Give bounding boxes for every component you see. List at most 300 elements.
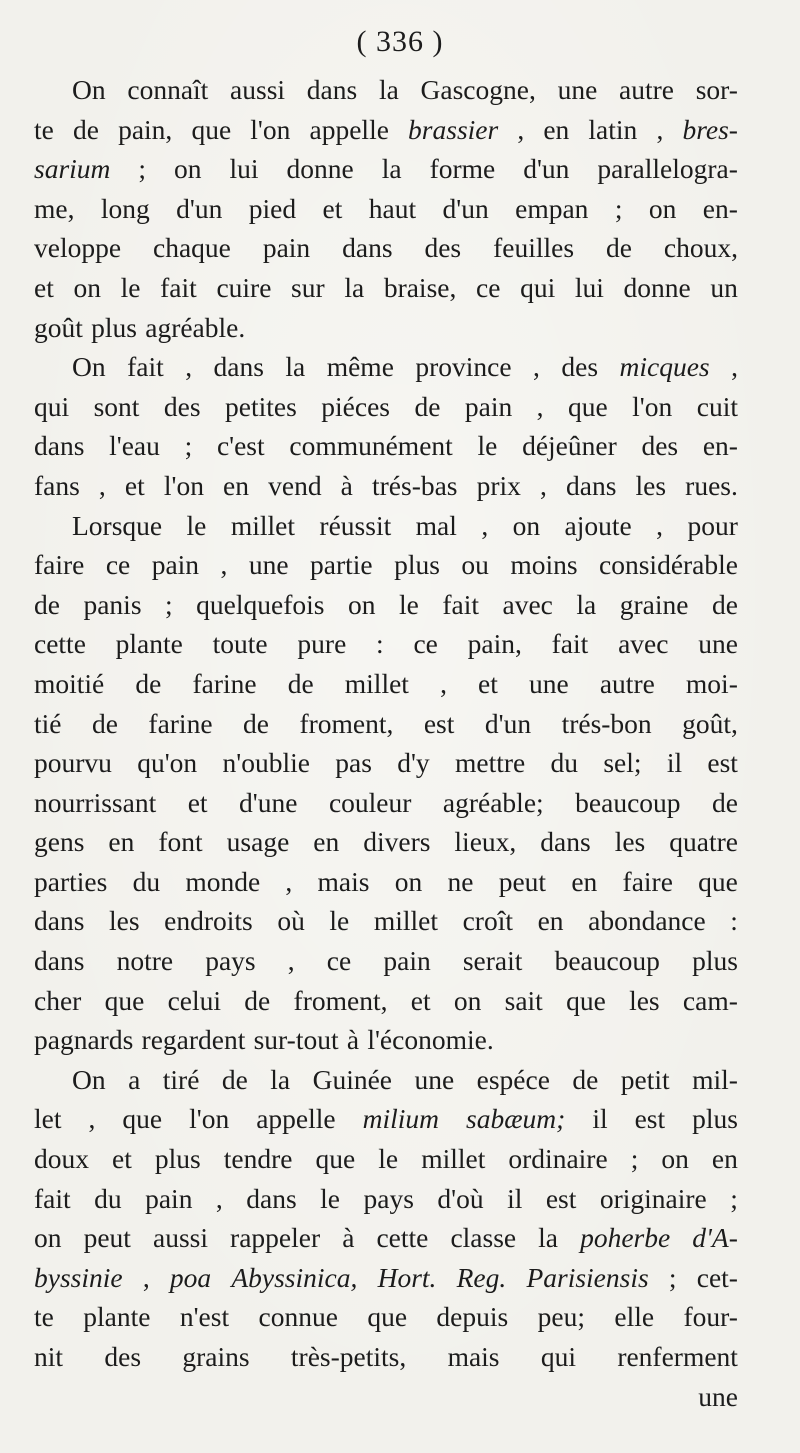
word: une [529,667,569,699]
word: de [572,1063,599,1095]
word: fait [551,628,589,660]
word: dans [306,74,358,105]
word: grains [182,1341,250,1372]
word: ; [614,192,623,224]
text-line [34,70,738,110]
word: tié [34,707,62,739]
text-line [34,506,738,546]
word: lieux, [454,826,517,858]
word: piéces [321,390,390,422]
text-line [34,941,738,981]
word: dans [34,945,85,977]
text-line [34,426,738,466]
word: peut [83,1222,131,1254]
word: les [614,826,646,858]
text-line [34,981,738,1021]
word: panis [83,588,142,620]
word: ; [630,1143,639,1175]
text-line [34,1297,738,1337]
word: pourvu [34,747,112,779]
word: millet [344,667,409,699]
word: on [347,588,376,620]
text-line [34,585,738,625]
word: dans [213,351,264,383]
word: le [477,430,498,462]
word: , [185,351,193,383]
word: l'économie. [367,1024,494,1056]
word: une [698,628,738,660]
word: des [104,1341,142,1372]
word: long [100,192,150,224]
word: une [414,1063,455,1095]
word: Gascogne, [420,74,536,105]
word: le [378,1143,399,1175]
word: pain, [467,628,522,660]
text-line [34,783,738,823]
text-line [34,228,738,268]
word: un [710,271,738,303]
word: la [576,588,597,620]
word: donne [623,271,691,303]
word: qui [34,390,70,422]
word: ce [105,549,131,581]
word: du [94,1182,122,1214]
word: considérable [599,549,738,581]
word: depuis [436,1301,509,1333]
word: nourrissant [34,786,157,818]
text-line [34,624,738,664]
word: même [326,351,394,383]
word: mil- [692,1063,738,1095]
word: qu'on [137,747,198,779]
word: et [322,192,343,224]
word: d'un [442,192,489,224]
word: renferment [617,1341,738,1372]
word: la [381,153,402,185]
text-line [34,1258,738,1298]
word: que [315,1143,356,1175]
word: beaucoup [554,945,660,977]
word: on [453,984,482,1016]
word: en [223,469,250,501]
word: rues. [685,469,738,501]
word: monde [185,865,261,897]
word: pure [297,628,347,660]
word: On [72,1063,106,1095]
text-line [34,545,738,585]
word: en- [702,192,738,224]
word: cet- [696,1261,738,1293]
word: autre [599,667,655,699]
word: mettre [454,747,526,779]
word: les [629,984,660,1016]
word: en [313,826,340,858]
word: en [571,865,598,897]
word: partie [310,549,373,581]
word: sait [504,984,543,1016]
word: à [342,1222,355,1254]
word: une [557,74,598,105]
word: cuire [216,271,272,303]
word: dans [34,430,85,462]
word: dans [565,469,617,501]
word: beaucoup [575,786,681,818]
word: latin [588,113,638,145]
word: du [550,747,579,779]
word: classe [450,1222,517,1254]
word: appelle [309,113,389,145]
word: et [410,984,431,1016]
word: bres- [682,113,738,145]
word: on [394,865,423,897]
word: en [537,905,564,937]
text-line [34,822,738,862]
text-line [34,110,738,150]
text-line [34,1337,738,1377]
word: on [512,509,541,541]
text-line [34,1218,738,1258]
word: que [367,1301,408,1333]
word: endroits [164,905,253,937]
word: l'on [163,469,204,501]
word: la [344,271,365,303]
text-line [34,308,738,348]
word: ou [461,549,489,581]
word: froment, [299,707,394,739]
word: ce [326,945,352,977]
word: d'y [397,747,430,779]
word: empan [515,192,589,224]
word: regardent [141,1024,246,1056]
word: pied [248,192,297,224]
word: graine [619,588,689,620]
text-line [34,466,738,506]
word: sabæum; [466,1103,566,1135]
word: prix [476,469,521,501]
word: moi- [685,667,738,699]
word: cette [34,628,86,660]
word: fait [34,1182,71,1214]
word: de [244,984,271,1016]
word: peut [498,865,547,897]
word: ne [447,865,474,897]
word: de [414,390,441,422]
word: doux [34,1143,89,1175]
word: , [440,667,447,699]
word: petites [225,390,297,422]
word: millet [230,509,295,541]
word: rappeler [230,1222,321,1254]
word: donne [286,153,354,185]
word: qui [520,271,556,303]
word: feuilles [493,232,575,264]
word: aussi [152,1222,208,1254]
word: et [124,469,145,501]
word: milium [362,1103,439,1135]
word: est [545,1182,577,1214]
word: , [656,113,664,145]
word: à [340,469,353,501]
word: d'un [176,192,223,224]
word: est [423,707,455,739]
word: byssinie [34,1261,123,1293]
word: où [277,905,305,937]
word: , [220,549,228,581]
word: Lorsque [72,509,163,541]
word: croît [462,905,513,937]
word: des [163,390,201,422]
word: on [34,1222,62,1254]
word: quatre [669,826,738,858]
word: micques [619,351,710,383]
word: parties [34,865,108,897]
word: plus [91,311,137,343]
word: serait [462,945,523,977]
word: , [656,509,664,541]
word: , [731,351,738,383]
word: il [507,1182,523,1214]
word: la [285,351,306,383]
word: veloppe [34,232,122,264]
word: tiré [162,1063,200,1095]
word: aussi [230,74,286,105]
word: autre [619,74,674,105]
word: le [398,588,419,620]
word: , [98,469,106,501]
word: avec [618,628,669,660]
word: fans [34,469,80,501]
word: les [635,469,667,501]
word: que [191,113,232,145]
word: la [538,1222,559,1254]
word: ; [138,153,147,185]
word: est [707,747,738,779]
word: poa [169,1261,212,1293]
word: pays [363,1182,414,1214]
word: pas [335,747,372,779]
word: faire [622,865,673,897]
word: est [634,1103,666,1135]
word: gens [34,826,85,858]
word: mais [317,865,370,897]
word: on [648,192,677,224]
word: plante [83,1301,151,1333]
word: millet [373,905,439,937]
word: , [142,1261,150,1293]
word: font [158,826,203,858]
word: ; [668,1261,677,1293]
catchword-line [34,1377,738,1417]
text-line [34,1139,738,1179]
text-line [34,149,738,189]
text-line [34,1020,738,1060]
word: connaît [127,74,209,105]
word: plus [154,1143,201,1175]
word: quelquefois [196,588,325,620]
word: haut [368,192,417,224]
word: four- [683,1301,738,1333]
word: sel; [603,747,642,779]
word: pain, [118,113,173,145]
text-line [34,862,738,902]
word: Abyssinica, [231,1261,358,1293]
word: les [109,905,140,937]
word: moitié [34,667,105,699]
word: de [711,588,738,620]
word: très-petits, [290,1341,407,1372]
word: pays [205,945,256,977]
word: , [533,351,540,383]
word: en [711,1143,738,1175]
word: plus [394,549,440,581]
word: en- [702,430,738,462]
word: ce [476,271,501,303]
word: farine [192,667,257,699]
word: dans [246,1182,297,1214]
word: dans [540,826,591,858]
word: réussit [319,509,392,541]
word: de [605,232,632,264]
word: choux, [663,232,738,264]
word: et [187,786,208,818]
word: , [285,865,293,897]
word: le [329,905,350,937]
word: moins [510,549,578,581]
word: que [568,390,608,422]
word: de [243,707,269,739]
word: chaque [153,232,231,264]
word: qui [540,1341,576,1372]
text-line [34,189,738,229]
word: de [34,588,60,620]
word: de [91,707,118,739]
word: le [186,509,207,541]
page-number: ( 336 ) [356,25,444,58]
text-line [34,704,738,744]
text-line [34,347,738,387]
word: et [478,667,498,699]
word: trés-bon [561,707,652,739]
word: pour [687,509,738,541]
word: mais [447,1341,500,1372]
word: fait [442,588,479,620]
word: divers [363,826,431,858]
word: lui [229,153,259,185]
word: que [122,1103,163,1135]
word: de [287,667,314,699]
word: , [481,509,489,541]
word: une [248,549,289,581]
word: déjeûner [522,430,617,462]
word: la [270,1063,291,1095]
text-line [34,1179,738,1219]
word: n'est [179,1301,230,1333]
word: , [88,1103,96,1135]
word: fait [127,351,164,383]
word: il [666,747,683,779]
word: plus [692,1103,738,1135]
word: te [34,113,54,145]
word: c'est [216,430,265,462]
word: ; [165,588,173,620]
word: le [120,271,141,303]
word: en [543,113,570,145]
word: que [698,865,738,897]
word: province [415,351,512,383]
word: pain [145,1182,193,1214]
word: cam- [682,984,738,1016]
word: couleur [328,786,412,818]
word: , [215,1182,223,1214]
text-line [34,387,738,427]
word: en [108,826,135,858]
word: millet [421,1143,486,1175]
text-line [34,901,738,941]
word: sor- [695,74,738,105]
word: pain [262,232,311,264]
word: d'une [239,786,298,818]
word: elle [614,1301,655,1333]
text-line [34,1060,738,1100]
word: goût, [682,707,738,739]
word: peu; [537,1301,585,1333]
word: braise, [383,271,457,303]
word: a [128,1063,141,1095]
word: à [346,1024,360,1056]
word: abondance [588,905,706,937]
text-line [34,664,738,704]
word: ce [413,628,438,660]
word: agréable. [145,311,246,343]
word: espéce [476,1063,550,1095]
word: connue [258,1301,338,1333]
word: des [641,430,679,462]
word: d'un [523,153,570,185]
word: , [536,390,544,422]
word: : [376,628,384,660]
word: cuit [696,390,738,422]
word: te [34,1301,54,1333]
word: petit [620,1063,670,1095]
word: Guinée [312,1063,393,1095]
word: pain [464,390,513,422]
word: des [424,232,462,264]
word: le [320,1182,341,1214]
word: que [104,984,145,1016]
word: l'on [189,1103,230,1135]
word: d'où [437,1182,484,1214]
word: et [112,1143,132,1175]
word: cette [376,1222,429,1254]
word: originaire [599,1182,707,1214]
word: appelle [256,1103,336,1135]
word: dans [342,232,393,264]
word: n'oublie [222,747,310,779]
word: , [540,469,547,501]
word: sarium [34,153,111,185]
catchword: une [698,1380,738,1412]
word: avec [502,588,553,620]
word: on [73,271,101,303]
word: pain [383,945,431,977]
word: , [287,945,295,977]
word: on [661,1143,689,1175]
word: notre [116,945,174,977]
word: sur-tout [253,1024,339,1056]
word: On [72,351,106,383]
word: agréable; [442,786,544,818]
word: pagnards [34,1024,134,1056]
